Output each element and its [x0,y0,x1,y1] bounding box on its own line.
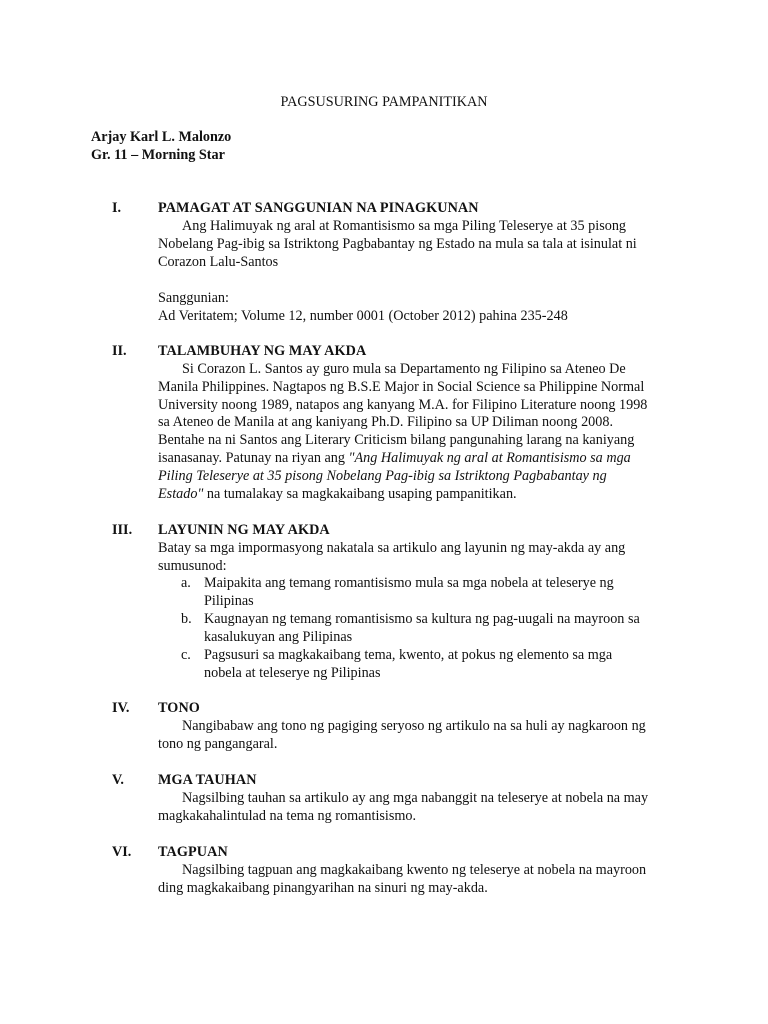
section-1-number: I. [112,200,122,216]
section-6-body [158,862,678,898]
list-item-line: Kaugnayan ng temang romantisismo sa kultura ng pag-uugali na mayroon sa [204,611,640,627]
italic-title: "Ang Halimuyak ng aral at Romantisismo sa mga [348,449,631,466]
list-item-line: kasalukuyan ang Pilipinas [204,628,353,645]
body-line: Ang Halimuyak ng aral at Romantisismo sa mga Piling Teleserye at 35 pisong [182,218,627,234]
body-line: magkakahalintulad na tema ng romantisismo. [158,807,417,824]
list-item-line: nobela at teleserye ng Pilipinas [204,664,381,681]
body-line [158,486,678,504]
body-line: tono ng pangangaral. [158,735,278,752]
body-line: Nangibabaw ang tono ng pagiging seryoso ng artikulo na sa huli ay nagkaroon ng [182,718,646,734]
body-text: isanasanay. Patunay na riyan ang [158,449,349,466]
list-item [204,575,674,611]
reference-label: Sanggunian: [158,290,229,306]
body-line: Nagsilbing tauhan sa artikulo ay ang mga nabanggit na teleserye at nobela na may [182,790,649,806]
list-item-line: Maipakita ang temang romantisismo mula sa mga nobela at teleserye ng [204,575,614,591]
section-3-heading: LAYUNIN NG MAY AKDA [158,522,330,538]
body-line: Batay sa mga impormasyong nakatala sa artikulo ang layunin ng may-akda ay ang [158,540,626,556]
list-marker: a. [181,575,191,591]
section-1-heading: PAMAGAT AT SANGGUNIAN NA PINAGKUNAN [158,200,479,216]
section-1-reference [158,290,678,326]
body-line: Bentahe na ni Santos ang Literary Criticism bilang pangunahing larang na kaniyang [158,432,635,449]
section-4-heading: TONO [158,700,200,716]
body-line: Nagsilbing tagpuan ang magkakaibang kwento ng teleserye at nobela na mayroon [182,862,647,878]
list-item [204,611,674,647]
list-item-line: Pilipinas [204,592,254,609]
list-item [204,647,674,683]
section-2-body [158,361,678,503]
author-name: Arjay Karl L. Malonzo [91,129,232,145]
body-line: University noong 1989, natapos ang kanyang M.A. for Filipino Literature noong 1998 [158,396,648,413]
list-item-line: Pagsusuri sa magkakaibang tema, kwento, at pokus ng elemento sa mga [204,647,613,663]
section-5-heading: MGA TAUHAN [158,772,257,788]
body-line: Si Corazon L. Santos ay guro mula sa Departamento ng Filipino sa Ateneo De [182,361,626,377]
section-4-body [158,718,678,754]
body-line: sa Ateneo de Manila at ang kaniyang Ph.D. Filipino sa UP Diliman noong 2008. [158,414,613,431]
section-5-body [158,790,678,826]
list-marker: b. [181,611,192,627]
body-line: Corazon Lalu-Santos [158,253,279,270]
body-text: na tumalakay sa magkakaibang usaping pampanitikan. [203,485,517,502]
reference-text: Ad Veritatem; Volume 12, number 0001 (October 2012) pahina 235-248 [158,307,568,324]
body-line: Nobelang Pag-ibig sa Istriktong Pagbabantay ng Estado na mula sa tala at isinulat ni [158,235,637,252]
section-4-number: IV. [112,700,130,716]
list-marker: c. [181,647,191,663]
section-3-number: III. [112,522,133,538]
body-line: Manila Philippines. Nagtapos ng B.S.E Major in Social Science sa Philippine Normal [158,378,645,395]
body-line: sumusunod: [158,557,227,574]
author-grade: Gr. 11 – Morning Star [91,147,225,163]
section-6-heading: TAGPUAN [158,844,228,860]
italic-title: Estado" [158,485,204,502]
italic-title-line: Piling Teleserye at 35 pisong Nobelang Pag-ibig sa Istriktong Pagbabantay ng [158,467,607,484]
section-1-body [158,218,678,271]
document-title: PAGSUSURING PAMPANITIKAN [280,94,488,110]
section-6-number: VI. [112,844,132,860]
section-3-body [158,540,678,576]
body-line: ding magkakaibang pinangyarihan na sinuri ng may-akda. [158,879,488,896]
body-line [158,450,678,468]
section-2-number: II. [112,343,127,359]
section-5-number: V. [112,772,124,788]
section-2-heading: TALAMBUHAY NG MAY AKDA [158,343,367,359]
